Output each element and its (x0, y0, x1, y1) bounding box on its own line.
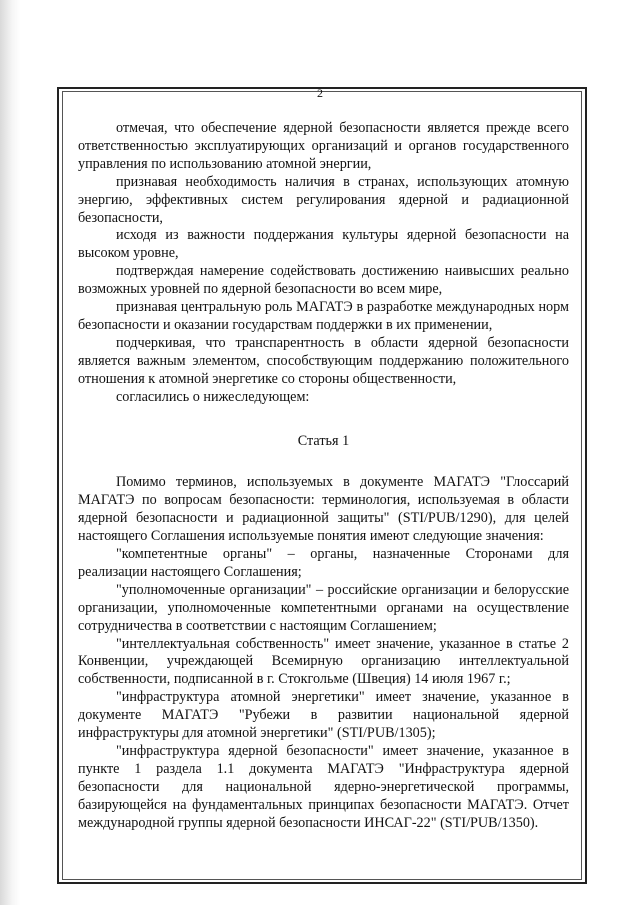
article-paragraph: Помимо терминов, используемых в документе МАГАТЭ "Глоссарий МАГАТЭ по вопросам безопасности: терминология, используемая в области ядерной безопасности и радиационной защиты" (STI/PUB/1290), для целей настоящего Соглашения используемые понятия имеют следующие значения: (78, 474, 569, 545)
document-body (78, 120, 569, 833)
preamble-paragraph: признавая центральную роль МАГАТЭ в разработке международных норм безопасности и оказании государствам поддержки в их применении, (78, 299, 569, 333)
preamble-paragraph: исходя из важности поддержания культуры ядерной безопасности на высоком уровне, (78, 227, 569, 262)
article-paragraph: "уполномоченные организации" – российские организации и белорусские организации, уполномоченные компетентными органами на осуществление сотрудничества в соответствии с настоящим Соглашением; (78, 581, 569, 634)
page-number: 2 (317, 86, 323, 100)
preamble-paragraph: согласились о нижеследующем: (116, 388, 310, 405)
scan-shadow (0, 0, 20, 905)
preamble-paragraph: подчеркивая, что транспарентность в области ядерной безопасности является важным элементом, способствующим поддержанию положительного отношения к атомной энергетике со стороны общественности, (78, 334, 569, 387)
article-section (78, 474, 569, 832)
article-paragraph: "инфраструктура атомной энергетики" имеет значение, указанное в документе МАГАТЭ "Рубежи в развитии национальной ядерной инфраструктуры для атомной энергетики" (STI/PUB/1305); (78, 689, 569, 742)
preamble-paragraph: признавая необходимость наличия в странах, использующих атомную энергию, эффективных систем регулирования ядерной и радиационной безопасности, (78, 173, 569, 226)
article-paragraph: "инфраструктура ядерной безопасности" имеет значение, указанное в пункте 1 раздела 1.1 документа МАГАТЭ "Инфраструктура ядерной безопасности для национальной ядерно-энергетической программы, базирующейся на фундаментальных принципах безопасности МАГАТЭ. Отчет международной группы ядерной безопасности ИНСАГ-22" (STI/PUB/1350). (78, 743, 569, 831)
preamble-paragraph: подтверждая намерение содействовать достижению наивысших реально возможных уровней по ядерной безопасности во всем мире, (78, 263, 569, 298)
preamble-section (78, 120, 569, 407)
article-paragraph: "компетентные органы" – органы, назначенные Сторонами для реализации настоящего Соглашения; (78, 546, 569, 580)
preamble-paragraph: отмечая, что обеспечение ядерной безопасности является прежде всего ответственностью эксплуатирующих организаций и органов государственного управления по использованию атомной энергии, (78, 120, 569, 172)
article-heading: Статья 1 (297, 432, 350, 449)
article-paragraph: "интеллектуальная собственность" имеет значение, указанное в статье 2 Конвенции, учреждающей Всемирную организацию интеллектуальной собственности, подписанной в г. Стокгольме (Швеция) 14 июля 1967 г.; (78, 635, 569, 688)
